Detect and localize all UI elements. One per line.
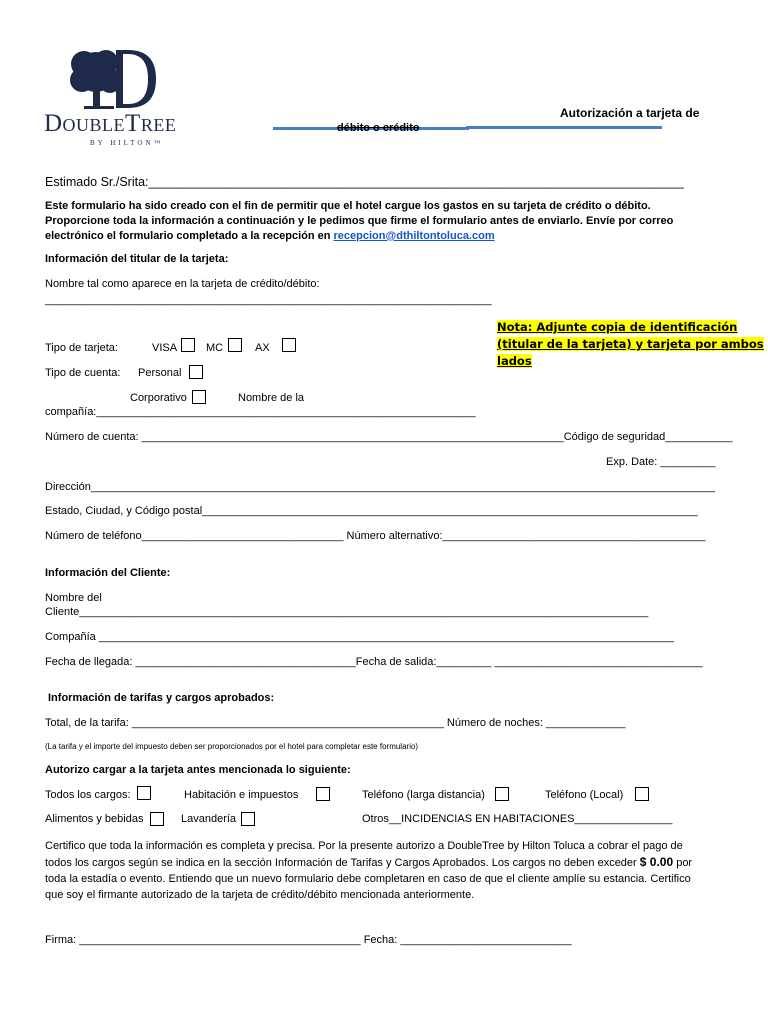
intro-paragraph xyxy=(45,199,673,244)
note-line1-text: Nota: Adjunte copia de identificación xyxy=(497,320,738,334)
all-charges-checkbox[interactable] xyxy=(137,786,151,800)
phone-field[interactable]: Número de teléfono_________________________________ Número alternativo:___________________________________________ xyxy=(45,530,706,542)
form-title-line1: Autorización a tarjeta de xyxy=(560,106,700,120)
doubletree-logo xyxy=(44,44,194,147)
room-tax-checkbox[interactable] xyxy=(316,787,330,801)
greeting-field[interactable]: Estimado Sr./Srita:_____________________________________________________________________________ xyxy=(45,175,684,189)
charges-heading: Autorizo cargar a la tarjeta antes mencionada lo siguiente: xyxy=(45,764,351,776)
room-tax-label: Habitación e impuestos xyxy=(184,789,299,801)
personal-label: Personal xyxy=(138,367,182,379)
title-underline-right xyxy=(466,126,662,129)
address-field[interactable]: Dirección______________________________________________________________________________________________________ xyxy=(45,481,715,493)
account-type-label: Tipo de cuenta: xyxy=(45,367,121,379)
intro-line3-text: electrónico el formulario completado a la recepción en xyxy=(45,230,331,242)
phone-local-checkbox[interactable] xyxy=(635,787,649,801)
cardholder-name-label: Nombre tal como aparece en la tarjeta de crédito/débito: xyxy=(45,278,320,290)
note-line3 xyxy=(497,353,764,370)
client-heading: Información del Cliente: xyxy=(45,567,171,579)
intro-line3 xyxy=(45,229,673,244)
cert-line3: toda la estadía o evento. Entiendo que un nuevo formulario debe completaren en caso de que el cliente amplíe su estancia. Certifico xyxy=(45,873,691,885)
rates-heading: Información de tarifas y cargos aprobados: xyxy=(48,692,275,704)
certification-paragraph xyxy=(45,838,692,903)
note-line2-text: (titular de la tarjeta) y tarjeta por ambos xyxy=(497,337,764,351)
mc-label: MC xyxy=(206,342,224,354)
cardholder-name-field[interactable]: _________________________________________________________________________ xyxy=(45,294,492,306)
client-company-field[interactable]: Compañía ______________________________________________________________________________________________ xyxy=(45,631,674,643)
brand-name: DoubleTree xyxy=(44,110,177,137)
client-dates-field[interactable]: Fecha de llegada: ____________________________________Fecha de salida:_________ __________________________________ xyxy=(45,656,703,668)
mc-checkbox[interactable] xyxy=(228,338,242,352)
phone-local-label: Teléfono (Local) xyxy=(545,789,624,801)
laundry-checkbox[interactable] xyxy=(241,812,255,826)
personal-checkbox[interactable] xyxy=(189,365,203,379)
state-city-zip-field[interactable]: Estado, Ciudad, y Código postal_________________________________________________________________________________ xyxy=(45,505,698,517)
note-line2 xyxy=(497,336,764,353)
note-line1 xyxy=(497,319,764,336)
max-amount: $ 0.00 xyxy=(639,855,674,869)
tree-icon xyxy=(44,44,194,116)
form-title-line2: débito o crédito xyxy=(337,122,420,134)
corporate-label: Corporativo xyxy=(130,392,187,404)
phone-ld-checkbox[interactable] xyxy=(495,787,509,801)
client-name-label: Nombre del xyxy=(45,592,102,604)
exp-date-field[interactable]: Exp. Date: _________ xyxy=(606,456,716,468)
account-number-field[interactable]: Número de cuenta: _____________________________________________________________________Código de seguridad___________ xyxy=(45,431,733,443)
all-charges-label: Todos los cargos: xyxy=(45,789,131,801)
card-type-label: Tipo de tarjeta: xyxy=(45,342,118,354)
signature-date-field[interactable]: Firma: ______________________________________________ Fecha: ____________________________ xyxy=(45,934,572,946)
company-name-label: Nombre de la xyxy=(238,392,305,404)
visa-checkbox[interactable] xyxy=(181,338,195,352)
cert-line2 xyxy=(45,854,692,871)
intro-line1: Este formulario ha sido creado con el fin de permitir que el hotel cargue los gastos en su tarjeta de crédito o débito. xyxy=(45,200,651,212)
food-checkbox[interactable] xyxy=(150,812,164,826)
ax-label: AX xyxy=(255,342,270,354)
laundry-label: Lavandería xyxy=(181,813,237,825)
cert-line2b: por xyxy=(673,857,693,869)
corporate-checkbox[interactable] xyxy=(192,390,206,404)
rate-total-field[interactable]: Total, de la tarifa: ___________________________________________________ Número de noches: _____________ xyxy=(45,717,626,729)
food-label: Alimentos y bebidas xyxy=(45,813,144,825)
cert-line4: que soy el firmante autorizado de la tarjeta de crédito/débito mencionada anteriormente. xyxy=(45,889,475,901)
company-name-field[interactable]: compañía:______________________________________________________________ xyxy=(45,406,476,418)
phone-ld-label: Teléfono (larga distancia) xyxy=(362,789,485,801)
visa-label: VISA xyxy=(152,342,178,354)
rates-disclaimer: (La tarifa y el importe del impuesto deben ser proporcionados por el hotel para completar este formulario) xyxy=(45,742,419,751)
cert-line2a: todos los cargos según se indica en la sección Información de Tarifas y Cargos Aprobados. Los cargos no deben exceder xyxy=(45,857,640,869)
id-copy-note xyxy=(497,319,764,370)
brand-subname: BY HILTON™ xyxy=(90,139,164,147)
note-line3-text: lados xyxy=(497,354,532,368)
ax-checkbox[interactable] xyxy=(282,338,296,352)
cert-line1: Certifico que toda la información es completa y precisa. Por la presente autorizo a DoubleTree by Hilton Toluca a cobrar el pago de xyxy=(45,840,683,852)
intro-line2: Proporcione toda la información a continuación y le pedimos que firme el formulario antes de enviarlo. Envíe por correo xyxy=(45,215,674,227)
others-field[interactable]: Otros__INCIDENCIAS EN HABITACIONES________________ xyxy=(362,813,673,825)
cardholder-heading: Información del titular de la tarjeta: xyxy=(45,253,229,265)
client-name-field[interactable]: Cliente_____________________________________________________________________________________________ xyxy=(45,606,649,618)
reception-email-link[interactable]: recepcion@dthiltontoluca.com xyxy=(333,230,495,242)
